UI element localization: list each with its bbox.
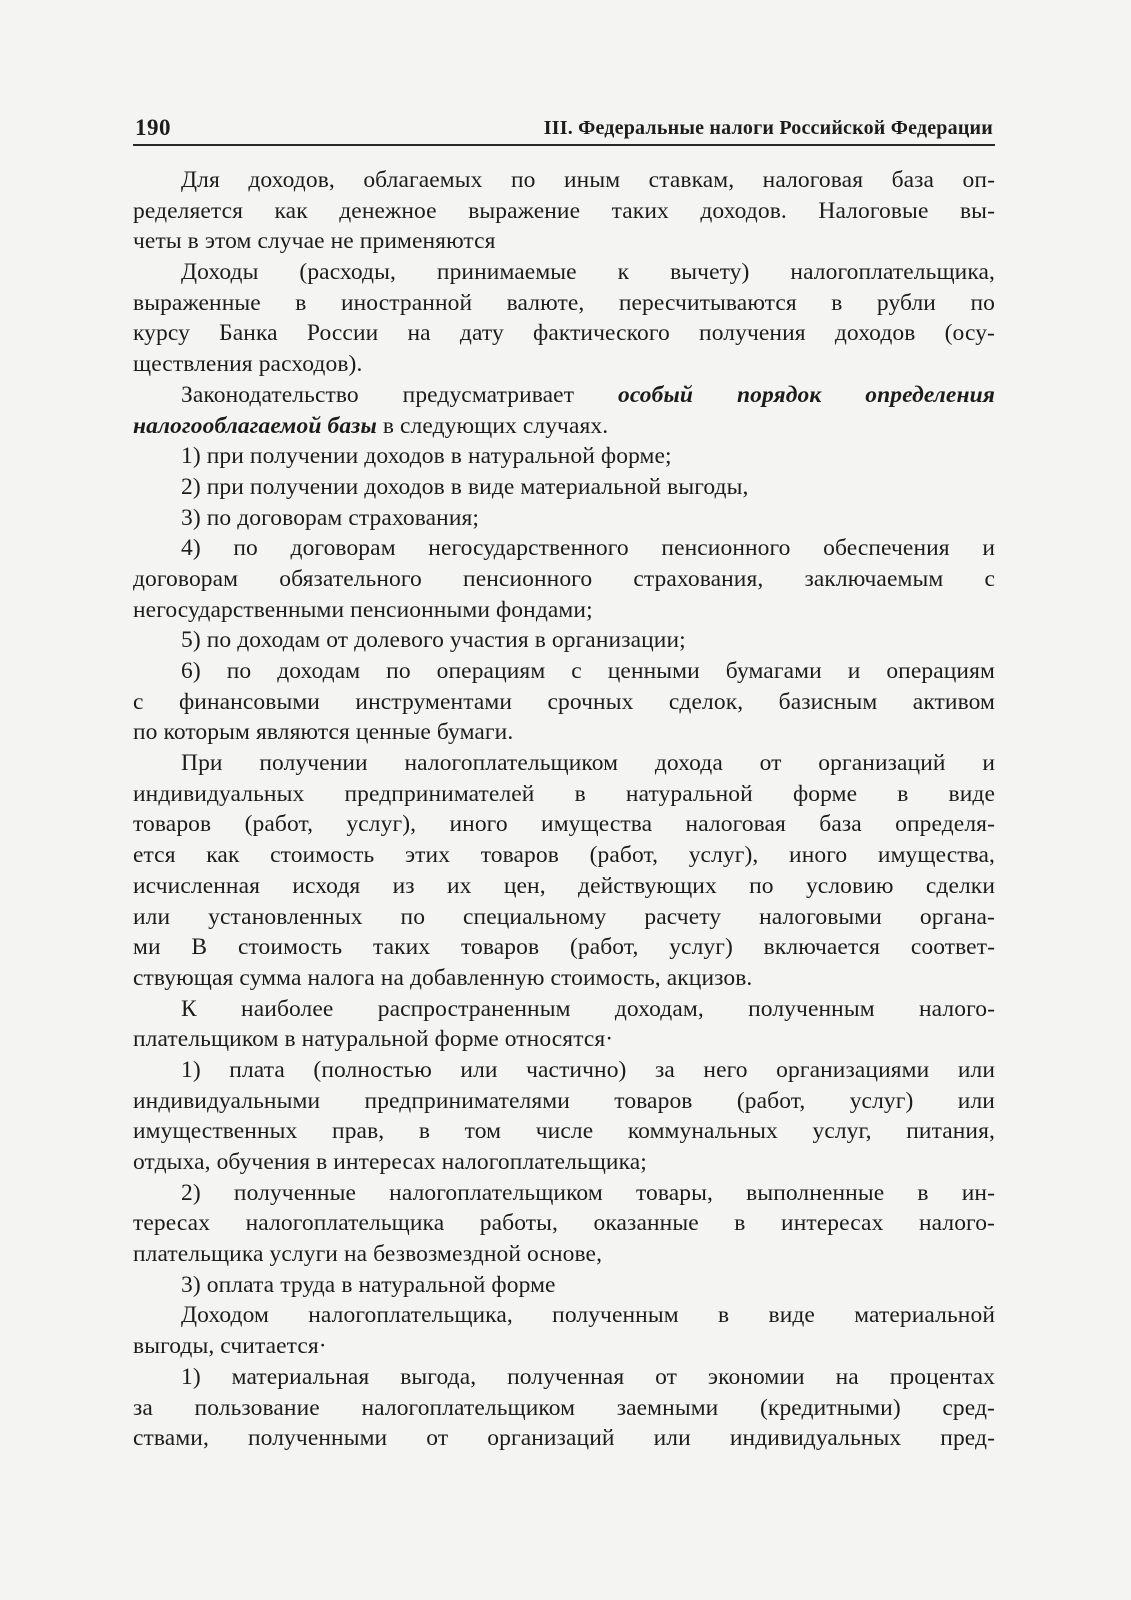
text-line — [133, 840, 995, 871]
text-line — [133, 656, 995, 687]
emphasized-term: особый порядок определения — [618, 381, 995, 408]
line-text: ется как стоимость этих товаров (работ, услуг), иного имущества, — [133, 842, 995, 869]
text-line — [133, 318, 995, 349]
line-text: Законодательство предусматривает — [181, 381, 575, 408]
text-line — [133, 1239, 995, 1270]
text-line — [133, 932, 995, 963]
line-text: 1) при получении доходов в натуральной форме; — [181, 443, 672, 470]
text-line — [133, 1024, 995, 1055]
line-text: 6) по доходам по операциям с ценными бумагами и операциям — [181, 658, 995, 684]
text-line — [133, 595, 995, 626]
line-text: тересах налогоплательщика работы, оказанные в интересах налого- — [133, 1210, 995, 1237]
line-text: ствами, полученными от организаций или индивидуальных пред- — [133, 1425, 995, 1452]
line-text: Доходом налогоплательщика, полученным в виде материальной — [181, 1302, 995, 1329]
text-line — [133, 717, 995, 748]
line-text: исчисленная исходя из их цен, действующих по условию сделки — [133, 872, 995, 899]
page-header — [133, 104, 995, 146]
text-line — [133, 1147, 995, 1178]
line-text: отдыха, обучения в интересах налогоплательщика; — [133, 1149, 647, 1175]
line-text: 3) оплата труда в натуральной форме — [181, 1271, 556, 1298]
text-line — [133, 1178, 995, 1209]
text-line — [133, 349, 995, 380]
text-line — [133, 871, 995, 902]
text-line — [133, 564, 995, 595]
line-text: 5) по доходам от долевого участия в организации; — [181, 627, 686, 654]
line-text: плательщика услуги на безвозмездной основе, — [133, 1241, 603, 1268]
running-title: III. Федеральные налоги Российской Федерации — [543, 117, 993, 139]
line-text: или установленных по специальному расчету налоговыми органа- — [133, 903, 995, 930]
line-text: ществления расходов). — [133, 351, 363, 378]
line-text: ми В стоимость таких товаров (работ, услуг) включается соответ- — [133, 934, 995, 961]
line-text: плательщиком в натуральной форме относятся· — [133, 1026, 614, 1053]
text-line — [133, 380, 995, 411]
text-line — [133, 165, 995, 196]
line-text: индивидуальных предпринимателей в натуральной форме в виде — [133, 780, 995, 807]
text-line — [133, 257, 995, 288]
line-text: ределяется как денежное выражение таких доходов. Налоговые вы- — [133, 197, 995, 224]
emphasized-term: налогооблагаемой базы — [133, 412, 377, 439]
line-text: имущественных прав, в том числе коммунальных услуг, питания, — [133, 1118, 995, 1145]
text-line — [133, 1331, 995, 1362]
text-line — [133, 1086, 995, 1117]
line-text: индивидуальными предпринимателями товаров (работ, услуг) или — [133, 1087, 995, 1114]
body-text — [133, 165, 995, 1454]
line-text: за пользование налогоплательщиком заемными (кредитными) сред- — [133, 1394, 995, 1421]
line-text: 2) при получении доходов в виде материальной выгоды, — [181, 473, 749, 500]
text-line — [133, 503, 995, 534]
line-text: К наиболее распространенным доходам, полученным налого- — [181, 995, 995, 1022]
line-text: 4) по договорам негосударственного пенсионного обеспечения и — [181, 535, 995, 562]
line-text: четы в этом случае не применяются — [133, 228, 496, 255]
line-text: Доходы (расходы, принимаемые к вычету) налогоплательщика, — [181, 259, 995, 286]
line-text: с финансовыми инструментами срочных сделок, базисным активом — [133, 688, 995, 715]
line-text: негосударственными пенсионными фондами; — [133, 596, 593, 623]
line-text: 2) полученные налогоплательщиком товары, выполненные в ин- — [181, 1179, 995, 1206]
text-line — [133, 779, 995, 810]
text-line — [133, 625, 995, 656]
text-line — [133, 687, 995, 718]
text-line — [133, 196, 995, 227]
text-line — [133, 226, 995, 257]
text-line — [133, 1362, 995, 1393]
line-text: по которым являются ценные бумаги. — [133, 719, 514, 746]
document-page — [133, 104, 995, 1454]
line-text: 1) материальная выгода, полученная от экономии на процентах — [181, 1363, 995, 1390]
line-text: товаров (работ, услуг), иного имущества налоговая база определя- — [133, 811, 995, 838]
line-text: в следующих случаях. — [382, 412, 609, 439]
line-text: 1) плата (полностью или частично) за него организациями или — [181, 1056, 995, 1083]
line-text: выраженные в иностранной валюте, пересчитываются в рубли по — [133, 289, 995, 316]
text-line — [133, 1270, 995, 1301]
line-text: Для доходов, облагаемых по иным ставкам, налоговая база оп- — [181, 167, 995, 193]
text-line — [133, 963, 995, 994]
line-text: выгоды, считается· — [133, 1333, 327, 1360]
text-line — [133, 1393, 995, 1424]
text-line — [133, 472, 995, 503]
text-line — [133, 994, 995, 1025]
page-number: 190 — [135, 115, 171, 140]
text-line — [133, 1423, 995, 1454]
text-line — [133, 1055, 995, 1086]
line-text: При получении налогоплательщиком дохода от организаций и — [181, 750, 995, 777]
line-text: курсу Банка России на дату фактического получения доходов (осу- — [133, 320, 995, 347]
line-text: ствующая сумма налога на добавленную стоимость, акцизов. — [133, 964, 753, 991]
text-line — [133, 411, 995, 442]
line-text: договорам обязательного пенсионного страхования, заключаемым с — [133, 565, 995, 592]
text-line — [133, 533, 995, 564]
text-line — [133, 902, 995, 933]
text-line — [133, 288, 995, 319]
text-line — [133, 441, 995, 472]
text-line — [133, 809, 995, 840]
line-text: 3) по договорам страхования; — [181, 504, 480, 531]
text-line — [133, 1208, 995, 1239]
text-line — [133, 748, 995, 779]
text-line — [133, 1300, 995, 1331]
text-line — [133, 1116, 995, 1147]
